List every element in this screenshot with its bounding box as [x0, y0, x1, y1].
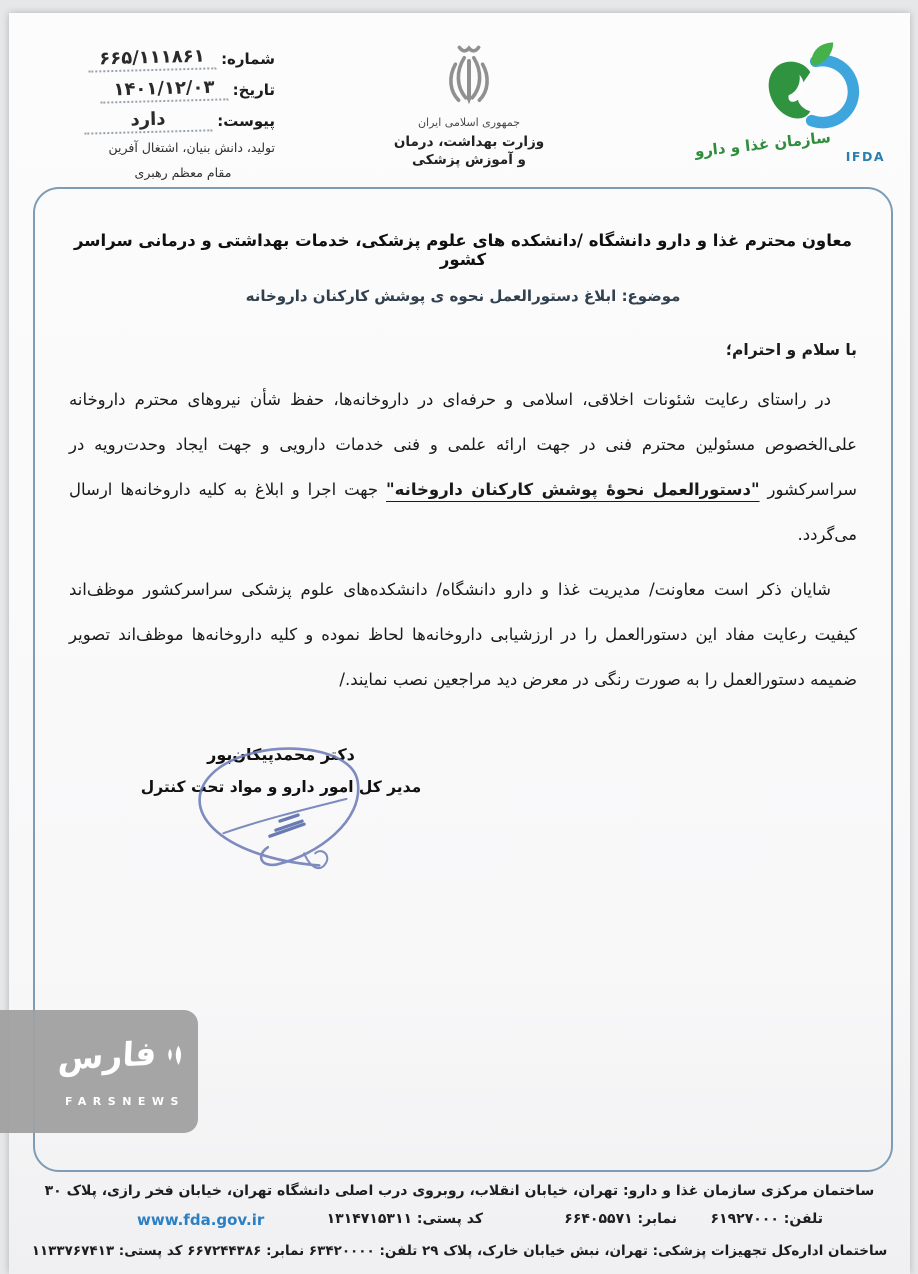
subject-text: ابلاغ دستورالعمل نحوه ی پوشش کارکنان داروخانه: [245, 287, 617, 305]
farsnews-mark-icon: [164, 1028, 186, 1084]
farsnews-logo: [58, 1026, 186, 1108]
subject-label: موضوع:: [621, 287, 681, 305]
footer-website-url: www.fda.gov.ir: [137, 1211, 265, 1229]
salutation: با سلام و احترام؛: [725, 341, 857, 359]
ifda-acronym: IFDA: [845, 149, 885, 164]
signature-block: [121, 739, 441, 803]
farsnews-caption: FARSNEWS: [65, 1095, 185, 1108]
footer-phone: [711, 1211, 823, 1227]
footer-fax-label: نمابر:: [637, 1211, 677, 1227]
ifda-logo-block: [693, 25, 895, 183]
footer-equipment-address: ساختمان اداره‌کل تجهیزات پزشکی: تهران، نبش خیابان خارک، پلاک ۲۹ تلفن: ۶۳۴۲۰۰۰۰ نمابر: ۶۶۷۲۴۴۳۸۶ کد پستی: ۱۱۳۳۷۶۷۴۱۳: [31, 1243, 888, 1259]
letter-date-label: تاریخ:: [232, 81, 275, 99]
signatory-name: دکتر محمدپیکان‌پور: [207, 745, 355, 764]
year-slogan: تولید، دانش بنیان، اشتغال آفرین: [108, 140, 275, 155]
paragraph-1-lead: در راستای رعایت شئونات اخلاقی، اسلامی و حرفه‌ای در داروخانه‌ها، حفظ شأن نیروهای محترم داروخانه علی‌الخصوص مسئولین محترم فنی در جهت ارائه علمی و فنی خدمات دارویی و جهت ایجاد وحدت‌رویه در سراسرکشور: [69, 390, 857, 499]
footer-postal-value: ۱۳۱۴۷۱۵۳۱۱: [326, 1211, 413, 1227]
paragraph-1-directive-title: "دستورالعمل نحوۀ پوشش کارکنان داروخانه": [386, 480, 760, 499]
slogan-attribution: مقام معظم رهبری: [134, 165, 232, 180]
footer-postal-code: [327, 1211, 483, 1227]
footer-contact-row: [9, 1211, 910, 1237]
footer-postal-label: کد پستی:: [416, 1211, 483, 1227]
letter-number-label: شماره:: [221, 50, 275, 68]
letter-text: [69, 335, 857, 702]
letter-page: [9, 13, 910, 1274]
recipient-line: معاون محترم غذا و دارو دانشگاه /دانشکده های علوم پزشکی، خدمات بهداشتی و درمانی سراسر کشور: [74, 231, 852, 269]
letter-date-row: [53, 78, 275, 102]
footer-fax-value: ۶۶۴۰۵۵۷۱: [564, 1211, 633, 1227]
footer-phone-value: ۶۱۹۲۷۰۰۰: [710, 1211, 779, 1227]
paragraph-1: [69, 377, 857, 557]
gov-ministry-line: وزارت بهداشت، درمان: [393, 134, 545, 150]
gov-ministry-line2: و آموزش پزشکی: [412, 152, 526, 168]
ministry-header: [367, 33, 571, 168]
farsnews-wordmark: فارس: [57, 1033, 158, 1078]
signatory-title: مدیر کل امور دارو و مواد تحت کنترل: [140, 778, 422, 796]
gov-country-line: جمهوری اسلامی ایران: [417, 116, 521, 129]
footer-main-address: ساختمان مرکزی سازمان غذا و دارو: تهران، خیابان انقلاب، روبروی درب اصلی دانشگاه تهران، خیابان فخر رازی، پلاک ۳۰: [44, 1183, 875, 1199]
footer-fax: [564, 1211, 677, 1227]
letter-date-value: ۱۴۰۱/۱۲/۰۳: [99, 76, 228, 103]
farsnews-watermark: [0, 1010, 198, 1133]
iran-emblem-icon: [433, 33, 505, 113]
footer-phone-label: تلفن:: [783, 1211, 823, 1227]
letter-attachment-label: پیوست:: [217, 112, 275, 130]
paragraph-1-tail: جهت اجرا و ابلاغ به کلیه داروخانه‌ها ارسال می‌گردد.: [69, 480, 857, 544]
letter-number-value: ۶۶۵/۱۱۱۸۶۱: [88, 45, 217, 72]
letterhead-meta: [53, 47, 275, 180]
letter-attachment-row: [53, 109, 275, 133]
subject-line: [35, 287, 891, 305]
farsnews-logo-row: [58, 1026, 186, 1086]
paragraph-2: شایان ذکر است معاونت/ مدیریت غذا و دارو دانشگاه/ دانشکده‌های علوم پزشکی سراسرکشور موظف‌اند کیفیت رعایت مفاد این دستورالعمل را در ارزشیابی داروخانه‌ها لحاظ نموده و کلیه داروخانه‌ها موظف‌اند تصویر ضمیمه دستورالعمل را به صورت رنگی در معرض دید مراجعین نصب نمایند./: [69, 580, 857, 689]
letter-number-row: [53, 47, 275, 71]
ifda-org-name: سازمان غذا و دارو: [693, 128, 832, 161]
letter-attachment-value: دارد: [84, 107, 213, 134]
